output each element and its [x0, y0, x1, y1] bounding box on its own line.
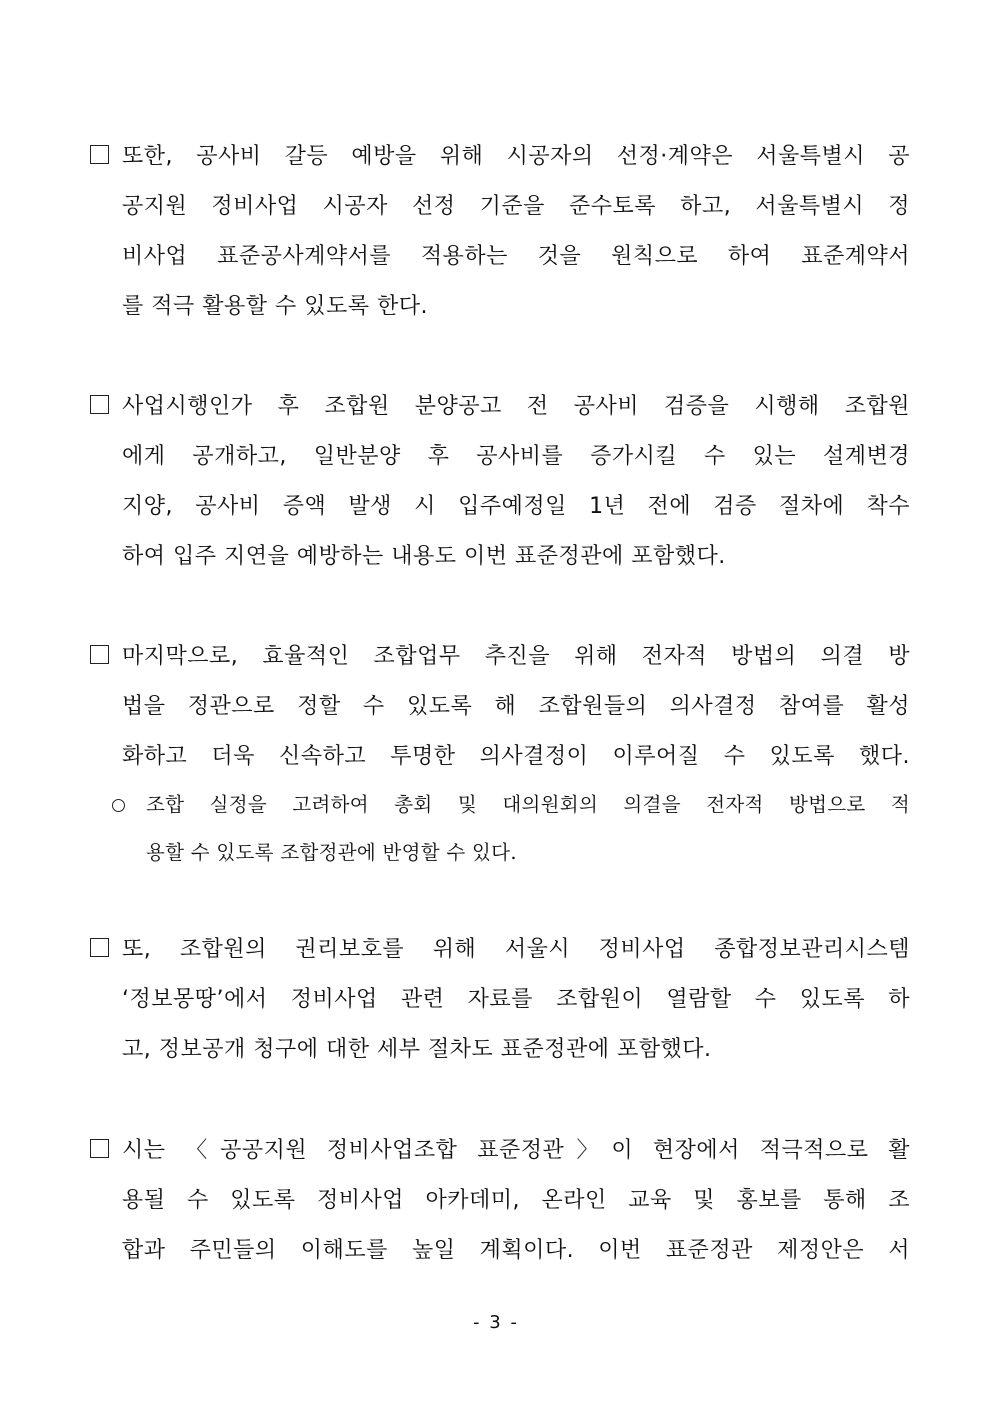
checkbox-bullet-icon — [90, 145, 109, 164]
checkbox-bullet-icon — [90, 1139, 109, 1158]
paragraph-line: 법을 정관으로 정할 수 있도록 해 조합원들의 의사결정 참여를 활성 — [122, 694, 910, 719]
paragraph-line: 또, 조합원의 권리보호를 위해 서울시 정비사업 종합정보관리시스템 — [122, 937, 910, 962]
page-number: - 3 - — [473, 1312, 519, 1333]
paragraph-line: 에게 공개하고, 일반분양 후 공사비를 증가시킬 수 있는 설계변경 — [122, 444, 910, 469]
sub-bullet-line: 조합 실정을 고려하여 총회 및 대의원회의 의결을 전자적 방법으로 적 — [146, 793, 910, 816]
paragraph-line: 합과 주민들의 이해도를 높일 계획이다. 이번 표준정관 제정안은 서 — [122, 1238, 910, 1263]
paragraph-line: ‘정보몽땅’에서 정비사업 관련 자료를 조합원이 열람할 수 있도록 하 — [122, 987, 910, 1012]
checkbox-bullet-icon — [90, 938, 109, 957]
paragraph-line: 지양, 공사비 증액 발생 시 입주예정일 1년 전에 검증 절차에 착수 — [122, 494, 910, 519]
circle-bullet-icon — [112, 799, 125, 812]
paragraph-line: 또한, 공사비 갈등 예방을 위해 시공자의 선정·계약은 서울특별시 공 — [122, 144, 910, 169]
paragraph-line: 시는 〈공공지원 정비사업조합 표준정관〉이 현장에서 적극적으로 활 — [122, 1138, 910, 1163]
checkbox-bullet-icon — [90, 645, 109, 664]
sub-bullet-line: 용할 수 있도록 조합정관에 반영할 수 있다. — [146, 841, 517, 864]
paragraph-line: 를 적극 활용할 수 있도록 한다. — [122, 294, 428, 319]
paragraph-line: 공지원 정비사업 시공자 선정 기준을 준수토록 하고, 서울특별시 정 — [122, 194, 910, 219]
paragraph-line: 하여 입주 지연을 예방하는 내용도 이번 표준정관에 포함했다. — [122, 544, 726, 569]
paragraph-line: 사업시행인가 후 조합원 분양공고 전 공사비 검증을 시행해 조합원 — [122, 394, 910, 419]
paragraph-line: 마지막으로, 효율적인 조합업무 추진을 위해 전자적 방법의 의결 방 — [122, 644, 910, 669]
paragraph-line: 고, 정보공개 청구에 대한 세부 절차도 표준정관에 포함했다. — [122, 1037, 712, 1062]
paragraph-line: 화하고 더욱 신속하고 투명한 의사결정이 이루어질 수 있도록 했다. — [122, 744, 910, 769]
checkbox-bullet-icon — [90, 395, 109, 414]
paragraph-line: 용될 수 있도록 정비사업 아카데미, 온라인 교육 및 홍보를 통해 조 — [122, 1188, 910, 1213]
paragraph-line: 비사업 표준공사계약서를 적용하는 것을 원칙으로 하여 표준계약서 — [122, 244, 910, 269]
